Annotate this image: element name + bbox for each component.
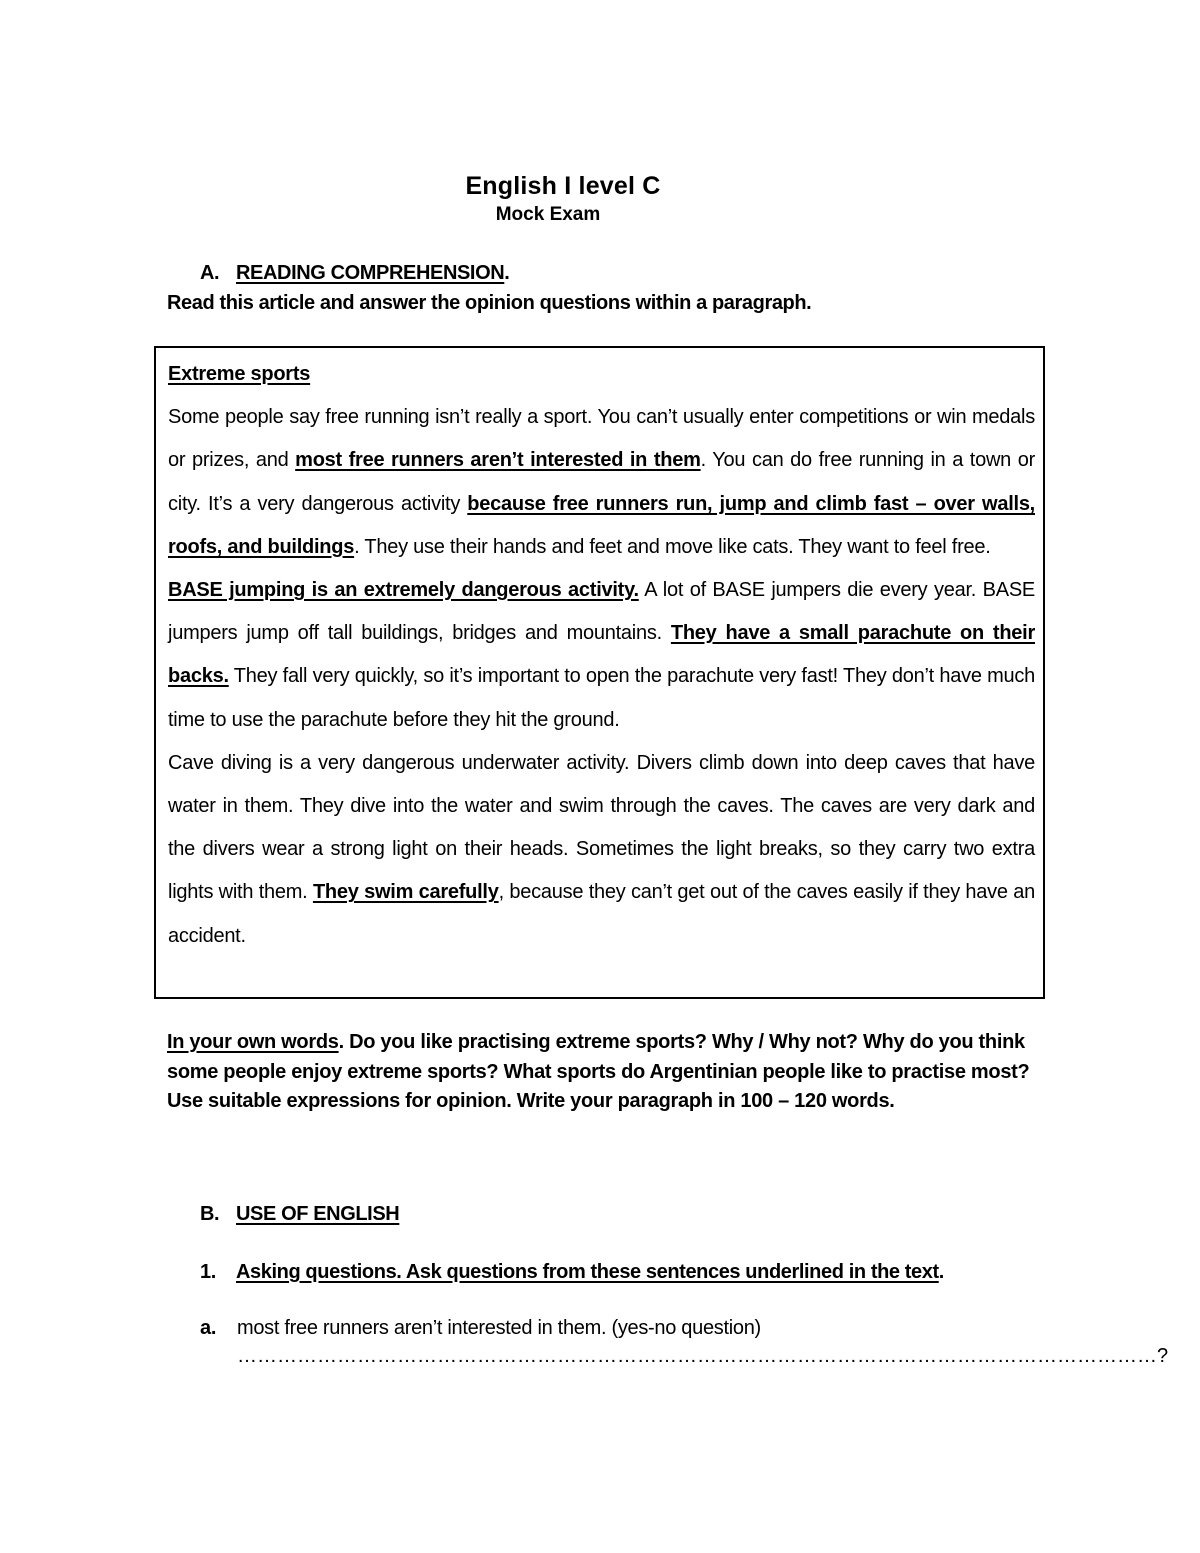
article-text [168,353,1035,958]
question-1-title: Asking questions. Ask questions from these sentences underlined in the text [236,1261,939,1283]
article-text-span: . They use their hands and feet and move like cats. They want to feel free. [354,535,991,558]
underlined-sentence: because free runners run, jump and climb fast – over walls, roofs, and buildings [168,492,1035,558]
question-1-heading [200,1261,944,1284]
section-b-title: USE OF ENGLISH [236,1203,400,1225]
article-text-span: Some people say free running isn’t really a sport. You can’t usually enter competitions or win medals or prizes, and [168,406,1035,472]
reading-instruction: Read this article and answer the opinion questions within a paragraph. [167,292,812,314]
article-text-span: A lot of BASE jumpers die every year. BASE jumpers jump off tall buildings, bridges and mountains. [168,579,1035,645]
item-a-letter: a. [200,1317,217,1339]
section-b-letter: B. [200,1203,220,1225]
item-a-text: most free runners aren’t interested in them. (yes-no question) [237,1317,761,1339]
opinion-text: . Do you like practising extreme sports? Why / Why not? Why do you think some people enjoy extreme sports? What sports do Argentinian people like to practise most? Use suitable expressions for opinion. Write your paragraph in 100 – 120 words. [167,1031,1030,1112]
answer-line: …………………………………………………………………………………………………………………………? [237,1345,1169,1367]
article-paragraph-cave-diving [168,742,1035,958]
page-subtitle: Mock Exam [495,204,601,225]
section-b-heading [200,1203,399,1226]
opinion-lead: In your own words [167,1031,339,1053]
article-text-span: , because they can’t get out of the caves easily if they have an accident. [168,881,1036,947]
section-a-title-end: . [504,262,510,284]
article-text-span: . You can do free running in a town or city. It’s a very dangerous activity [168,449,1035,515]
article-box [154,346,1045,999]
question-1-title-end: . [938,1261,944,1283]
underlined-sentence: most free runners aren’t interested in them [295,449,701,472]
section-a-title: READING COMPREHENSION [236,262,505,284]
article-paragraph-base-jumping [168,569,1035,742]
underlined-sentence: BASE jumping is an extremely dangerous activity. [168,579,639,602]
article-title: Extreme sports [168,363,311,385]
underlined-sentence: They have a small parachute on their backs. [168,622,1035,688]
underlined-sentence: They swim carefully [312,881,499,904]
opinion-question [167,1028,1037,1117]
article-text-span: Cave diving is a very dangerous underwater activity. Divers climb down into deep caves that have water in them. They dive into the water and swim through the caves. The caves are very dark and the divers wear a strong light on their heads. Sometimes the light breaks, so they carry two extra lights with them. [168,751,1035,904]
question-1-number: 1. [200,1261,216,1283]
article-text-span: They fall very quickly, so it’s important to open the parachute very fast! They don’t have much time to use the parachute before they hit the ground. [168,665,1035,731]
article-paragraph-free-running [168,396,1035,569]
page-title: English I level C [465,172,661,200]
item-a [200,1317,761,1340]
section-a-letter: A. [200,262,220,284]
section-a-heading [200,262,509,285]
